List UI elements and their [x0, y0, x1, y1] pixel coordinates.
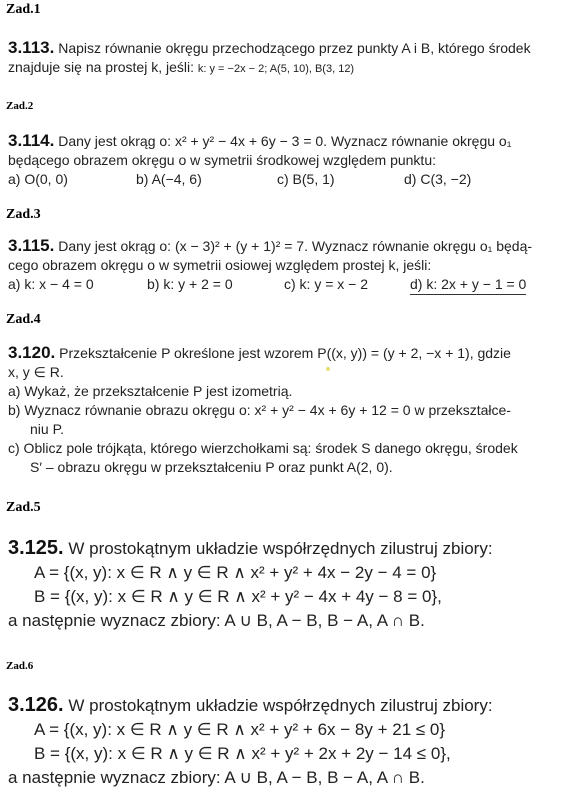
exercise-3-114 [8, 131, 570, 189]
exercise-line [8, 693, 570, 718]
exercise-text: W prostokątnym układzie współrzędnych zilustruj zbiory: [68, 696, 493, 715]
set-b-definition: B = {(x, y): x ∈ R ∧ y ∈ R ∧ x² + y² − 4x + 4y − 8 = 0}, [34, 587, 442, 606]
exercise-instruction: a następnie wyznacz zbiory: A ∪ B, A − B, B − A, A ∩ B. [8, 768, 425, 787]
answer-options [8, 170, 570, 189]
exercise-text: Dany jest okrąg o: x² + y² − 4x + 6y − 3 = 0. Wyznacz równanie okręgu o₁ [58, 133, 512, 149]
set-b-definition: B = {(x, y): x ∈ R ∧ y ∈ R ∧ x² + y² + 2x + 2y − 14 ≤ 0}, [34, 744, 451, 763]
exercise-3-115 [8, 236, 570, 295]
exercise-3-125 [8, 536, 570, 633]
subtask-b-continued: niu P. [30, 421, 64, 437]
option-a: a) O(0, 0) [8, 171, 68, 187]
exercise-text: W prostokątnym układzie współrzędnych zilustruj zbiory: [68, 539, 493, 558]
exercise-3-113 [8, 38, 570, 79]
exercise-condition: k: y = −2x − 2; A(5, 10), B(3, 12) [197, 63, 355, 75]
option-b: b) A(−4, 6) [136, 171, 202, 187]
answer-options [8, 275, 570, 295]
subtask-b: b) Wyznacz równanie obrazu okręgu o: x² + y² − 4x + 6y + 12 = 0 w przekształce- [8, 402, 511, 418]
option-c: c) B(5, 1) [277, 171, 335, 187]
task-label-3: Zad.3 [6, 207, 41, 222]
option-d: d) C(3, −2) [404, 171, 472, 187]
exercise-line: będącego obrazem okręgu o w symetrii środkowej względem punktu: [8, 152, 436, 168]
exercise-line: x, y ∈ R. [8, 364, 64, 380]
exercise-line [8, 58, 570, 79]
highlight-mark [326, 367, 330, 371]
exercise-number: 3.115. [8, 236, 55, 255]
option-b: b) k: y + 2 = 0 [147, 276, 233, 292]
task-label-6: Zad.6 [6, 660, 34, 670]
exercise-number: 3.120. [8, 343, 56, 362]
exercise-instruction: a następnie wyznacz zbiory: A ∪ B, A − B, B − A, A ∩ B. [8, 611, 425, 630]
task-label-5: Zad.5 [6, 500, 41, 515]
exercise-number: 3.113. [8, 38, 55, 57]
exercise-line [8, 236, 570, 256]
exercise-text: Dany jest okrąg o: (x − 3)² + (y + 1)² = 7. Wyznacz równanie okręgu o₁ będą- [58, 238, 533, 254]
option-a: a) k: x − 4 = 0 [8, 276, 94, 292]
exercise-line [8, 536, 570, 561]
exercise-text: Przekształcenie P określone jest wzorem P((x, y)) = (y + 2, −x + 1), gdzie [59, 345, 511, 361]
exercise-text: znajduje się na prostej k, jeśli: [8, 59, 198, 75]
option-c: c) k: y = x − 2 [284, 276, 369, 292]
exercise-3-126 [8, 693, 570, 790]
exercise-line [8, 343, 570, 363]
exercise-3-120 [8, 343, 570, 477]
option-d: d) k: 2x + y − 1 = 0 [410, 275, 526, 295]
exercise-line [8, 38, 570, 58]
set-a-definition: A = {(x, y): x ∈ R ∧ y ∈ R ∧ x² + y² + 4x − 2y − 4 = 0} [34, 563, 437, 582]
task-label-2: Zad.2 [6, 100, 34, 109]
set-a-definition: A = {(x, y): x ∈ R ∧ y ∈ R ∧ x² + y² + 6x − 8y + 21 ≤ 0} [34, 720, 446, 739]
exercise-line: cego obrazem okręgu o w symetrii osiowej względem prostej k, jeśli: [8, 257, 432, 273]
subtask-c-continued: S′ – obrazu okręgu w przekształceniu P oraz punkt A(2, 0). [30, 459, 393, 475]
subtask-c: c) Oblicz pole trójkąta, którego wierzchołkami są: środek S danego okręgu, środek [8, 440, 518, 456]
task-label-4: Zad.4 [6, 312, 41, 327]
exercise-text: Napisz równanie okręgu przechodzącego przez punkty A i B, którego środek [58, 40, 531, 56]
exercise-line [8, 131, 570, 151]
exercise-number: 3.114. [8, 131, 55, 150]
subtask-a: a) Wykaż, że przekształcenie P jest izometrią. [8, 383, 293, 399]
exercise-number: 3.126. [8, 694, 64, 716]
task-label-1: Zad.1 [6, 2, 41, 17]
exercise-number: 3.125. [8, 537, 64, 559]
